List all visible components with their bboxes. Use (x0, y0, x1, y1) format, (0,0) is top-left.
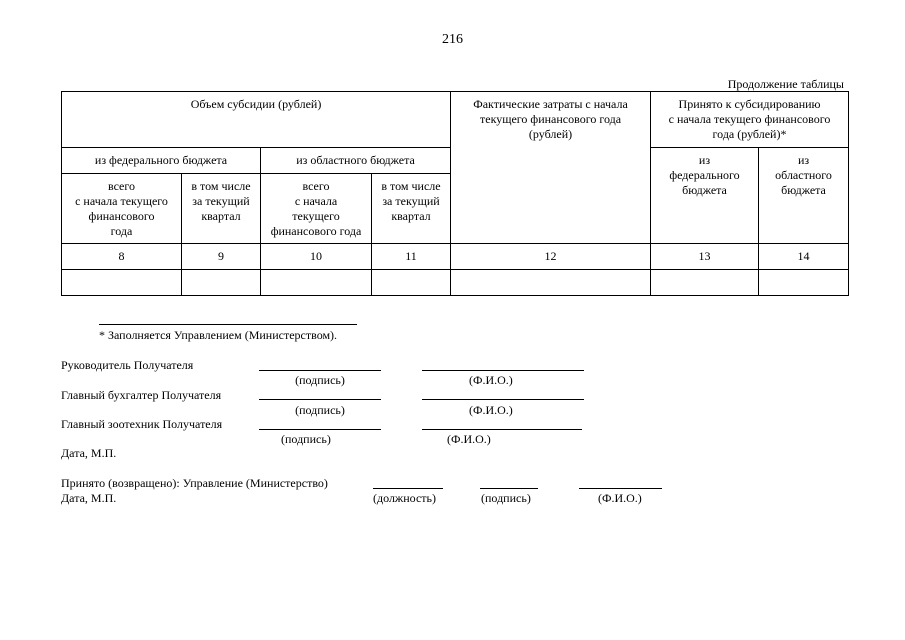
column-number: 10 (261, 244, 372, 270)
head-label: Руководитель Получателя (61, 358, 194, 372)
zootechnician-name-hint: (Ф.И.О.) (447, 432, 491, 446)
table-cell (182, 270, 261, 296)
header-federal-quarter: в том числе за текущий квартал (182, 174, 261, 244)
table-cell (651, 270, 759, 296)
zootechnician-signature-hint: (подпись) (281, 432, 331, 446)
zootechnician-signature-line (259, 429, 381, 430)
column-number: 11 (372, 244, 451, 270)
accountant-name-hint: (Ф.И.О.) (469, 403, 513, 417)
head-signature-hint: (подпись) (295, 373, 345, 387)
column-number: 14 (759, 244, 849, 270)
table-cell (372, 270, 451, 296)
zootechnician-name-line (422, 429, 582, 430)
table-cell (451, 270, 651, 296)
accountant-name-line (422, 399, 584, 400)
accountant-label: Главный бухгалтер Получателя (61, 388, 222, 402)
zootechnician-label: Главный зоотехник Получателя (61, 417, 223, 431)
header-federal-budget: из федерального бюджета (62, 148, 261, 174)
head-name-hint: (Ф.И.О.) (469, 373, 513, 387)
table-continuation-label: Продолжение таблицы (727, 77, 844, 91)
table-cell (759, 270, 849, 296)
footnote-divider (99, 324, 357, 325)
subsidy-table (61, 91, 849, 296)
accountant-signature-hint: (подпись) (295, 403, 345, 417)
column-number: 12 (451, 244, 651, 270)
header-accepted: Принято к субсидированию с начала текущего финансового года (рублей)* (651, 92, 849, 148)
position-line (373, 488, 443, 489)
position-hint: (должность) (373, 491, 436, 505)
acceptance-name-hint: (Ф.И.О.) (598, 491, 642, 505)
acceptance-name-line (579, 488, 662, 489)
header-federal-total: всего с начала текущего финансового года (62, 174, 182, 244)
header-regional-quarter: в том числе за текущий квартал (372, 174, 451, 244)
table-cell (62, 270, 182, 296)
table-cell (261, 270, 372, 296)
acceptance-signature-hint: (подпись) (481, 491, 531, 505)
accountant-signature-line (259, 399, 381, 400)
head-signature-line (259, 370, 381, 371)
header-accepted-federal: из федерального бюджета (651, 148, 759, 244)
header-actual-costs: Фактические затраты с начала текущего финансового года (рублей) (451, 92, 651, 244)
column-number: 13 (651, 244, 759, 270)
header-accepted-regional: из областного бюджета (759, 148, 849, 244)
head-name-line (422, 370, 584, 371)
column-number: 9 (182, 244, 261, 270)
date-stamp-label: Дата, М.П. (61, 446, 117, 460)
page-number: 216 (442, 32, 463, 47)
header-regional-budget: из областного бюджета (261, 148, 451, 174)
column-number: 8 (62, 244, 182, 270)
acceptance-date-stamp: Дата, М.П. (61, 491, 117, 505)
header-subsidy-volume: Объем субсидии (рублей) (62, 92, 451, 148)
acceptance-label: Принято (возвращено): Управление (Министерство) (61, 476, 328, 490)
footnote: * Заполняется Управлением (Министерством). (99, 328, 338, 342)
header-regional-total: всего с начала текущего финансового года (261, 174, 372, 244)
acceptance-signature-line (480, 488, 538, 489)
